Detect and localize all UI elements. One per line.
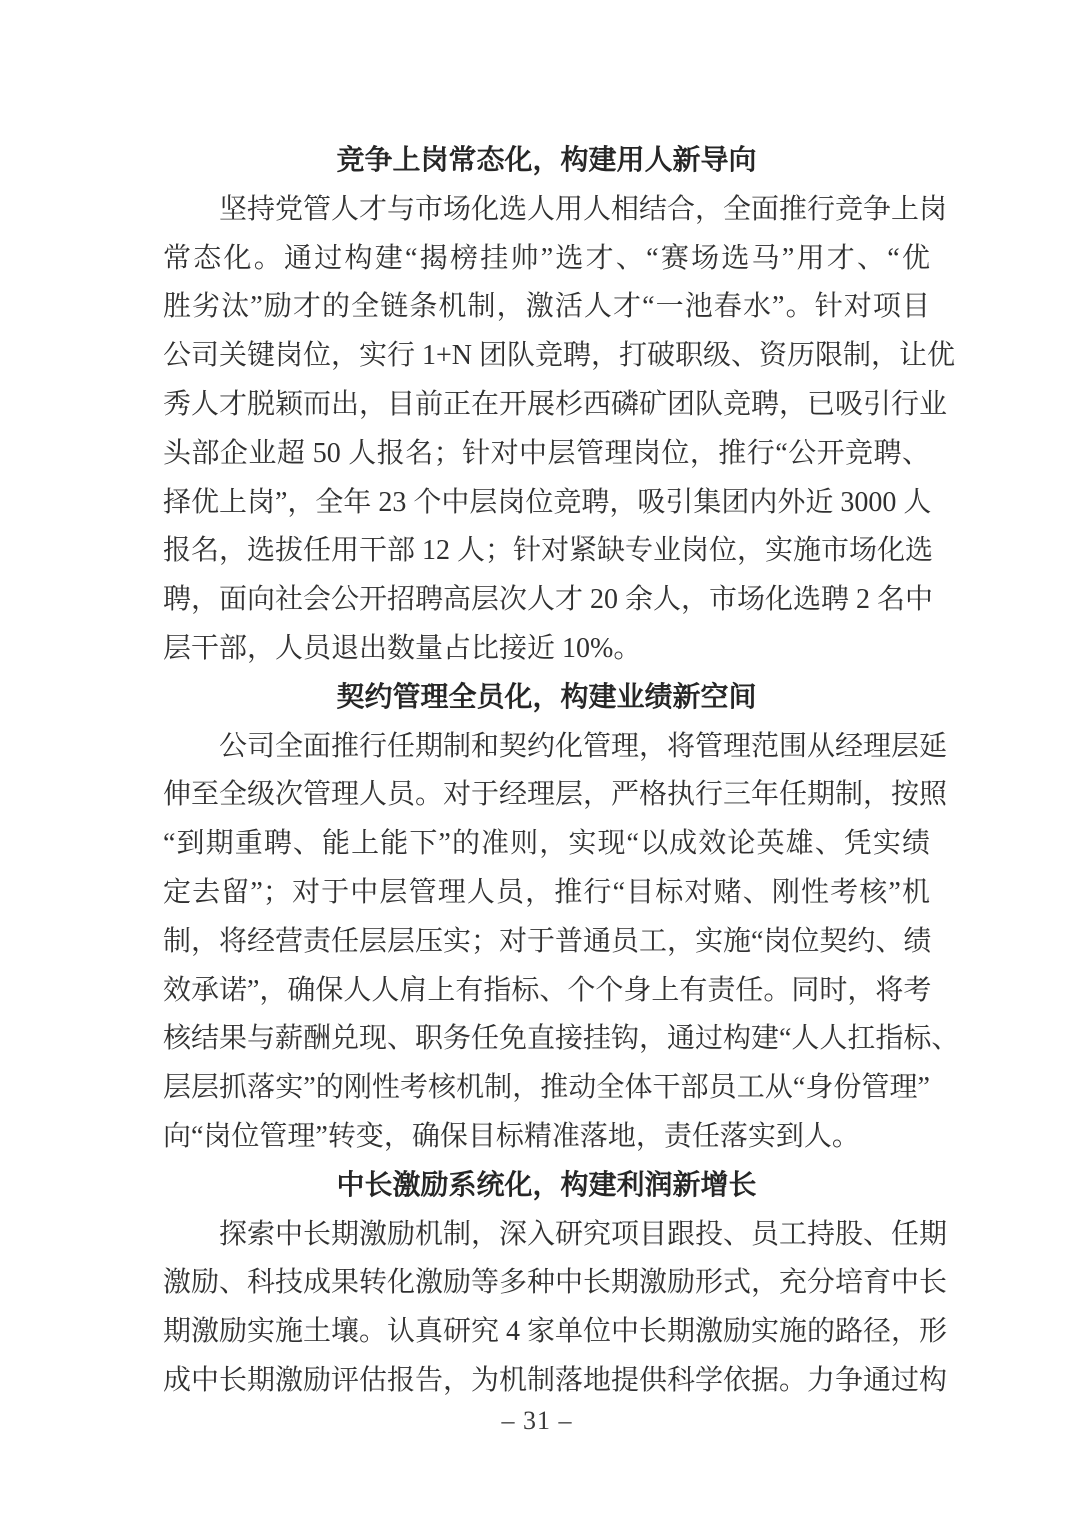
paragraph-line: 常态化。通过构建“揭榜挂帅”选才、“赛场选马”用才、“优 <box>163 242 930 274</box>
paragraph-line: “到期重聘、能上能下”的准则，实现“以成效论英雄、凭实绩 <box>163 828 930 860</box>
paragraph-line: 择优上岗”，全年 23 个中层岗位竞聘，吸引集团内外近 3000 人 <box>163 486 932 518</box>
paragraph-line: 头部企业超 50 人报名；针对中层管理岗位，推行“公开竞聘、 <box>163 437 930 469</box>
paragraph-line: 激励、科技成果转化激励等多种中长期激励形式，充分培育中长 <box>163 1267 948 1299</box>
paragraph-line: 制，将经营责任层层压实；对于普通员工，实施“岗位契约、绩 <box>163 925 932 957</box>
paragraph-line: 公司关键岗位，实行 1+N 团队竞聘，打破职级、资历限制，让优 <box>163 340 956 372</box>
page-number: – 31 – <box>501 1406 573 1435</box>
paragraph-line: 公司全面推行任期制和契约化管理，将管理范围从经理层延 <box>219 730 948 762</box>
paragraph-line: 报名，选拔任用干部 12 人；针对紧缺专业岗位，实施市场化选 <box>163 535 934 567</box>
paragraph-line: 成中长期激励评估报告，为机制落地提供科学依据。力争通过构 <box>163 1364 948 1396</box>
document-body <box>163 137 960 1406</box>
paragraph-line: 胜劣汰”励才的全链条机制，激活人才“一池春水”。针对项目 <box>163 291 930 323</box>
paragraph-line: 定去留”；对于中层管理人员，推行“目标对赌、刚性考核”机 <box>163 876 930 908</box>
paragraph-line: 坚持党管人才与市场化选人用人相结合，全面推行竞争上岗 <box>219 193 948 225</box>
paragraph-line: 层干部，人员退出数量占比接近 10%。 <box>163 632 642 664</box>
paragraph-line: 效承诺”，确保人人肩上有指标、个个身上有责任。同时，将考 <box>163 974 932 1006</box>
section-heading-2: 契约管理全员化，构建业绩新空间 <box>336 681 757 713</box>
section-heading-3: 中长激励系统化，构建利润新增长 <box>336 1169 757 1201</box>
paragraph-line: 层层抓落实”的刚性考核机制，推动全体干部员工从“身份管理” <box>163 1072 930 1104</box>
paragraph-line: 向“岗位管理”转变，确保目标精准落地，责任落实到人。 <box>163 1120 860 1152</box>
paragraph-line: 期激励实施土壤。认真研究 4 家单位中长期激励实施的路径，形 <box>163 1316 948 1348</box>
paragraph-line: 核结果与薪酬兑现、职务任免直接挂钩，通过构建“人人扛指标、 <box>163 1023 960 1055</box>
paragraph-line: 探索中长期激励机制，深入研究项目跟投、员工持股、任期 <box>219 1218 948 1250</box>
section-heading-1: 竞争上岗常态化，构建用人新导向 <box>336 145 757 176</box>
paragraph-line: 聘，面向社会公开招聘高层次人才 20 余人，市场化选聘 2 名中 <box>163 584 934 616</box>
paragraph-line: 伸至全级次管理人员。对于经理层，严格执行三年任期制，按照 <box>163 779 948 811</box>
paragraph-line: 秀人才脱颖而出，目前正在开展杉西磷矿团队竞聘，已吸引行业 <box>163 388 948 420</box>
